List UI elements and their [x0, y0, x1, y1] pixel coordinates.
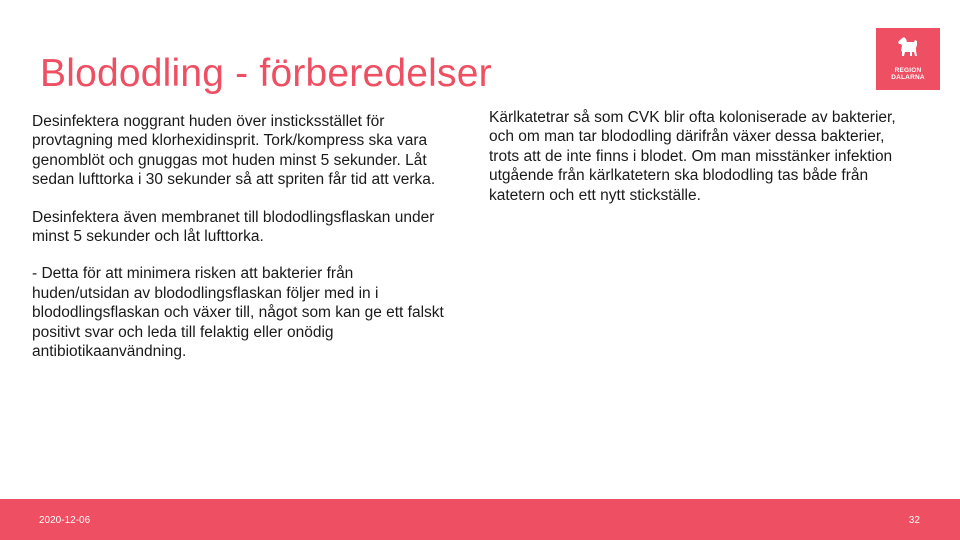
slide-title: Blododling - förberedelser — [40, 52, 492, 95]
left-paragraph-3: - Detta för att minimera risken att bakterier från huden/utsidan av blododlingsflaskan följer med in i blododlingsflaskan och växer till, något som kan ge ett falskt positivt svar och leda till felaktig eller onödig antibiotikaanvändning. — [32, 265, 444, 361]
right-text-column — [489, 108, 909, 205]
dala-horse-icon — [895, 36, 921, 62]
left-text-column — [32, 112, 447, 361]
page-number: 32 — [908, 515, 920, 526]
left-paragraph-2: Desinfektera även membranet till blododlingsflaskan under minst 5 sekunder och låt lufttorka. — [32, 208, 435, 246]
logo-text-dalarna: DALARNA — [891, 74, 925, 81]
footer-date: 2020-12-06 — [39, 515, 91, 526]
footer-bar — [0, 499, 960, 540]
left-paragraph-1: Desinfektera noggrant huden över insticksstället för provtagning med klorhexidinsprit. Tork/kompress ska vara genomblöt och gnuggas mot huden minst 5 sekunder. Låt sedan lufttorka i 30 sekunder så att spriten får tid att verka. — [32, 113, 436, 189]
region-dalarna-logo — [876, 28, 940, 90]
logo-text-region: REGION — [894, 67, 922, 74]
right-paragraph-1: Kärlkatetrar så som CVK blir ofta koloniserade av bakterier, och om man tar blododling därifrån växer dessa bakterier, trots att de inte finns i blodet. Om man misstänker infektion utgående från kärlkatetern ska blododling tas både från katetern och ett nytt stickställe. — [489, 109, 896, 204]
